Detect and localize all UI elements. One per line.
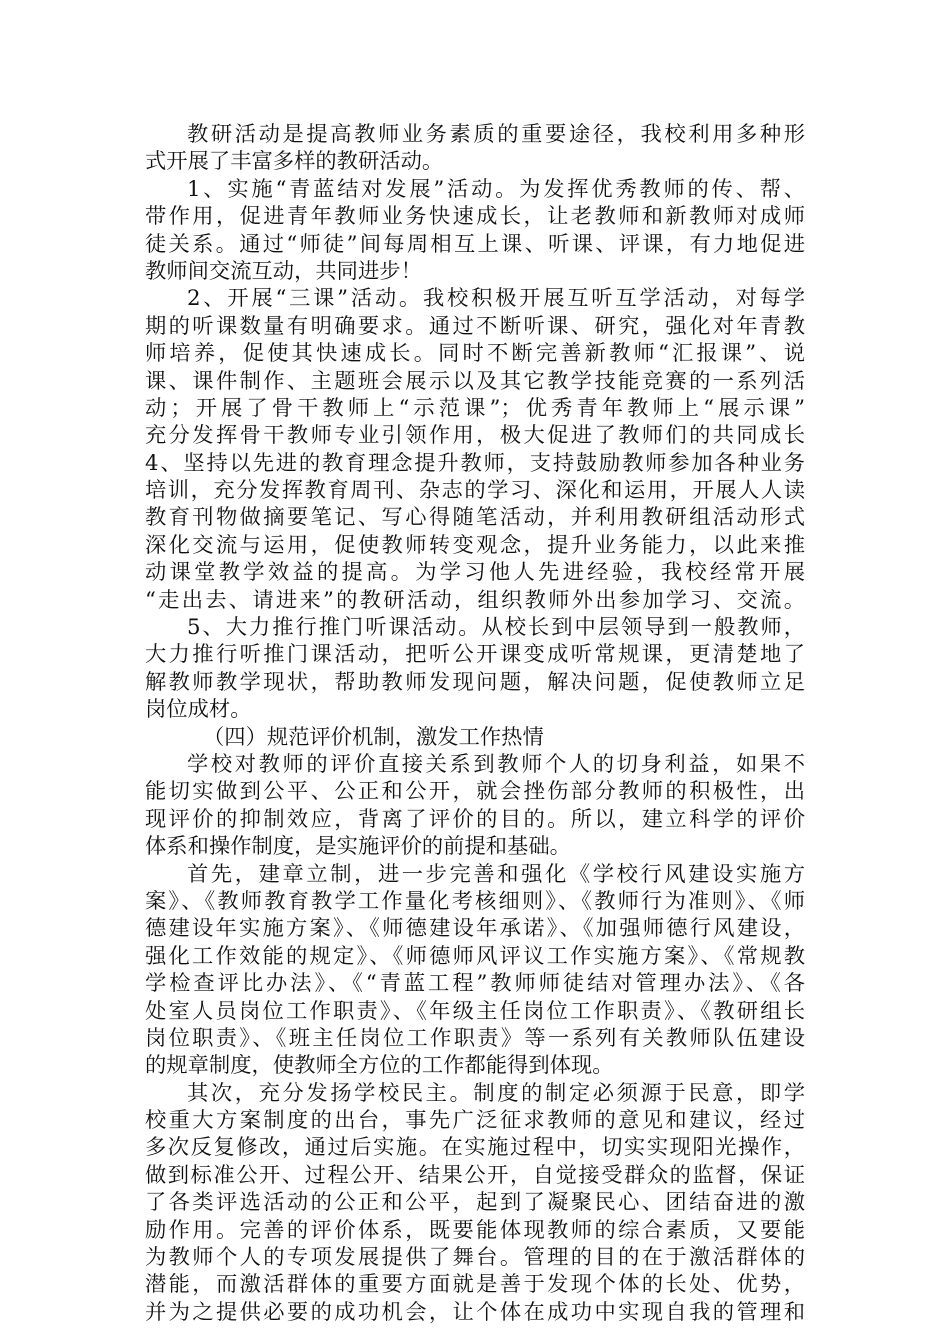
text-line: 4、坚持以先进的教育理念提升教师，支持鼓励教师参加各种业务	[145, 450, 805, 476]
text-line: 德建设年实施方案》、《师德建设年承诺》、《加强师德行风建设，	[145, 916, 805, 942]
text-line: 岗位职责》、《班主任岗位工作职责》等一系列有关教师队伍建设	[145, 1025, 805, 1051]
text-line: 期的听课数量有明确要求。通过不断听课、研究，强化对年青教	[145, 313, 805, 339]
text-line: 2、开展“三课”活动。我校积极开展互听互学活动，对每学	[187, 286, 805, 312]
text-line: 教研活动是提高教师业务素质的重要途径，我校利用多种形	[187, 122, 805, 147]
text-line: 培训，充分发挥教育周刊、杂志的学习、深化和运用，开展人人读	[145, 478, 805, 504]
text-line: 1、实施“青蓝结对发展”活动。为发挥优秀教师的传、帮、	[187, 176, 805, 202]
section-heading: （四）规范评价机制，激发工作热情	[203, 724, 544, 750]
text-line: 能切实做到公平、公正和公开，就会挫伤部分教师的积极性，出	[145, 779, 805, 805]
document-body	[145, 121, 805, 1326]
text-line: 体系和操作制度，是实施评价的前提和基础。	[145, 834, 571, 860]
text-line: 师培养，促使其快速成长。同时不断完善新教师“汇报课”、说	[145, 341, 805, 367]
text-line: 现评价的抑制效应，背离了评价的目的。所以，建立科学的评价	[145, 806, 805, 832]
text-line: 首先，建章立制，进一步完善和强化《学校行风建设实施方	[187, 861, 805, 887]
text-line: 动；开展了骨干教师上“示范课”；优秀青年教师上“展示课”	[145, 395, 805, 421]
text-line: 强化工作效能的规定》、《师德师风评议工作实施方案》、《常规教	[145, 943, 805, 969]
text-line: 校重大方案制度的出台，事先广泛征求教师的意见和建议，经过	[145, 1108, 805, 1134]
text-line: 教师间交流互动，共同进步！	[145, 258, 422, 284]
text-line: “走出去、请进来”的教研活动，组织教师外出参加学习、交流。	[145, 587, 805, 613]
text-line: 充分发挥骨干教师专业引领作用，极大促进了教师们的共同成长	[145, 423, 805, 449]
text-line: 的规章制度，使教师全方位的工作都能得到体现。	[145, 1053, 614, 1079]
text-line: 式开展了丰富多样的教研活动。	[145, 149, 444, 175]
text-line: 学校对教师的评价直接关系到教师个人的切身利益，如果不	[187, 751, 805, 777]
text-line: 案》、《教师教育教学工作量化考核细则》、《教师行为准则》、《师	[145, 888, 805, 914]
text-line: 带作用，促进青年教师业务快速成长，让老教师和新教师对成师	[145, 204, 805, 230]
text-line: 课、课件制作、主题班会展示以及其它教学技能竞赛的一系列活	[145, 368, 805, 394]
text-line: 动课堂教学效益的提高。为学习他人先进经验，我校经常开展	[145, 560, 805, 586]
text-line: 深化交流与运用，促使教师转变观念，提升业务能力，以此来推	[145, 532, 805, 558]
text-line: 徒关系。通过“师徒”间每周相互上课、听课、评课，有力地促进	[145, 231, 805, 257]
text-line: 大力推行听推门课活动，把听公开课变成听常规课，更清楚地了	[145, 642, 805, 668]
text-line: 做到标准公开、过程公开、结果公开，自觉接受群众的监督，保证	[145, 1162, 805, 1188]
text-line: 多次反复修改，通过后实施。在实施过程中，切实实现阳光操作，	[145, 1135, 805, 1161]
text-line: 教育刊物做摘要笔记、写心得随笔活动，并利用教研组活动形式	[145, 505, 805, 531]
text-line: 并为之提供必要的成功机会，让个体在成功中实现自我的管理和	[145, 1299, 805, 1325]
text-line: 5、大力推行推门听课活动。从校长到中层领导到一般教师，	[187, 615, 805, 641]
text-line: 为教师个人的专项发展提供了舞台。管理的目的在于激活群体的	[145, 1245, 805, 1271]
text-line: 其次，充分发扬学校民主。制度的制定必须源于民意，即学	[187, 1080, 805, 1106]
text-line: 学检查评比办法》、《“青蓝工程”教师师徒结对管理办法》、《各	[145, 971, 805, 997]
text-line: 解教师教学现状，帮助教师发现问题，解决问题，促使教师立足	[145, 669, 805, 695]
text-line: 了各类评选活动的公正和公平，起到了凝聚民心、团结奋进的激	[145, 1190, 805, 1216]
text-line: 励作用。完善的评价体系，既要能体现教师的综合素质，又要能	[145, 1217, 805, 1243]
text-line: 岗位成材。	[145, 697, 252, 723]
text-line: 潜能，而激活群体的重要方面就是善于发现个体的长处、优势，	[145, 1272, 805, 1298]
text-line: 处室人员岗位工作职责》、《年级主任岗位工作职责》、《教研组长	[145, 998, 805, 1024]
